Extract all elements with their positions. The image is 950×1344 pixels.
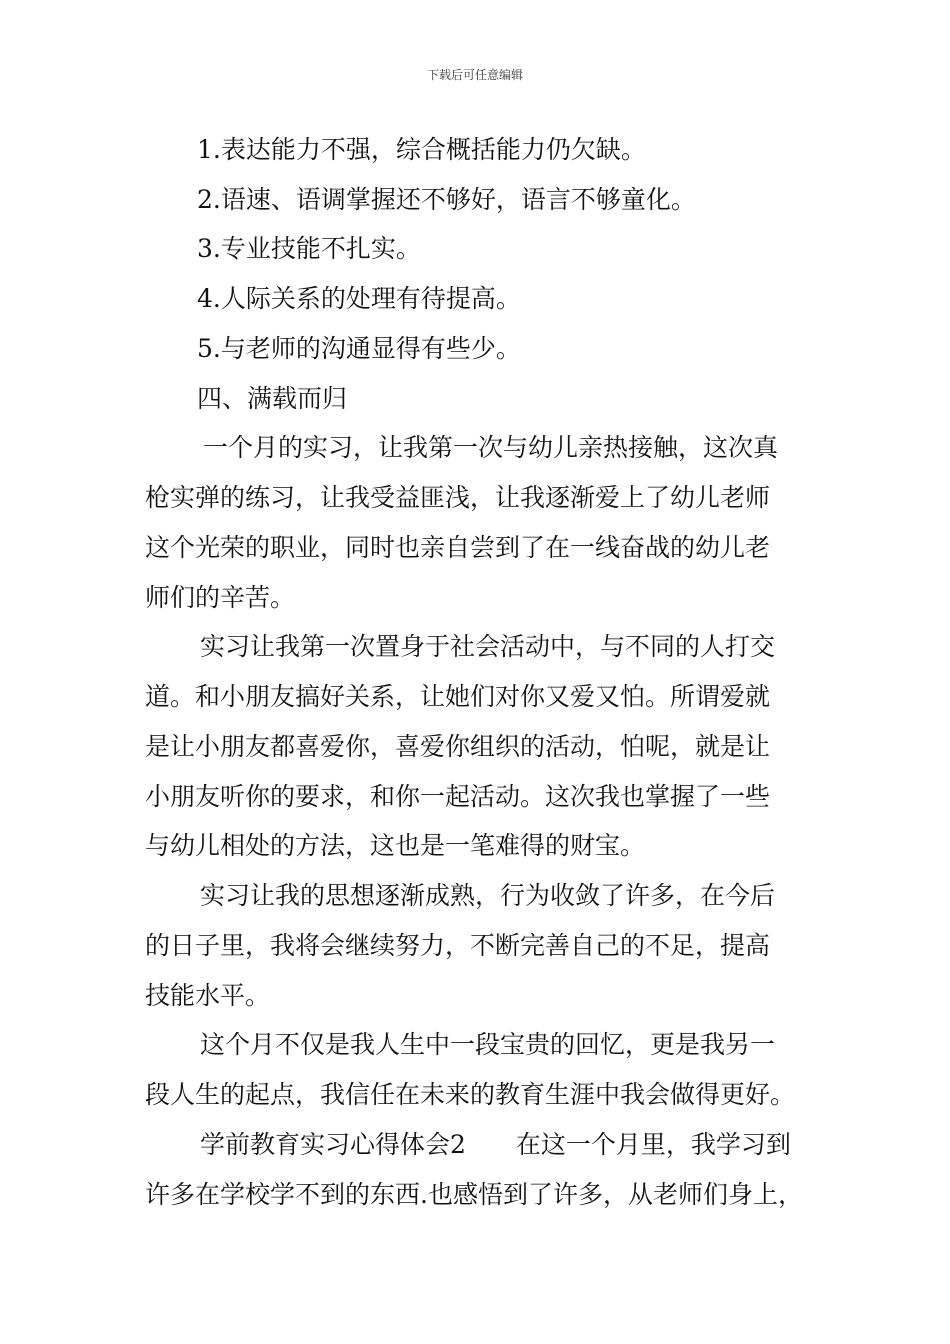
text-line: 段人生的起点，我信任在未来的教育生涯中我会做得更好。 <box>145 1080 796 1109</box>
text-line: 这个月不仅是我人生中一段宝贵的回忆，更是我另一 <box>200 1030 776 1059</box>
text-line: 2.语速、语调掌握还不够好，语言不够童化。 <box>197 185 696 214</box>
text-line: 学前教育实习心得体会2 在这一个月里，我学习到 <box>200 1130 791 1159</box>
text-line: 1.表达能力不强，综合概括能力仍欠缺。 <box>197 135 646 164</box>
text-line: 道。和小朋友搞好关系，让她们对你又爱又怕。所谓爱就 <box>145 682 771 711</box>
text-line: 与幼儿相处的方法，这也是一笔难得的财宝。 <box>145 831 646 860</box>
text-line: 许多在学校学不到的东西.也感悟到了许多，从老师们身上， <box>145 1180 803 1209</box>
text-line: 一个月的实习，让我第一次与幼儿亲热接触，这次真 <box>203 433 779 462</box>
text-line: 的日子里，我将会继续努力，不断完善自己的不足，提高 <box>145 931 771 960</box>
text-line: 5.与老师的沟通显得有些少。 <box>197 334 521 363</box>
page-header: 下载后可任意编辑 <box>426 68 523 82</box>
text-line: 4.人际关系的处理有待提高。 <box>197 284 521 313</box>
text-line: 师们的辛苦。 <box>145 583 296 612</box>
text-line: 实习让我第一次置身于社会活动中，与不同的人打交 <box>200 632 776 661</box>
text-line: 枪实弹的练习，让我受益匪浅，让我逐渐爱上了幼儿老师 <box>145 483 771 512</box>
text-line: 技能水平。 <box>145 981 271 1010</box>
text-line: 小朋友听你的要求，和你一起活动。这次我也掌握了一些 <box>145 782 771 811</box>
section-heading: 四、满载而归 <box>197 384 348 413</box>
text-line: 实习让我的思想逐渐成熟，行为收敛了许多，在今后 <box>200 881 776 910</box>
text-line: 是让小朋友都喜爱你，喜爱你组织的活动，怕呢，就是让 <box>145 732 771 761</box>
text-line: 3.专业技能不扎实。 <box>197 234 421 263</box>
text-line: 这个光荣的职业，同时也亲自尝到了在一线奋战的幼儿老 <box>145 533 771 562</box>
